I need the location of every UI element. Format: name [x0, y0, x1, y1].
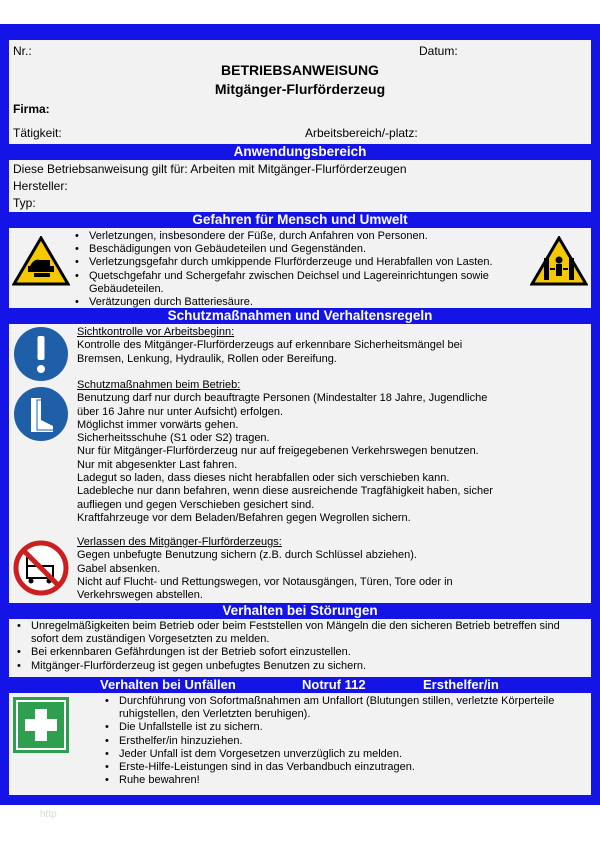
- anwendungsbereich-box: [9, 160, 591, 212]
- text-line: Kontrolle des Mitgänger-Flurförderzeugs auf erkennbare Sicherheitsmängel bei: [77, 339, 463, 352]
- no-unauthorized-use-prohibition-icon: [13, 540, 69, 596]
- text-line: Nicht auf Flucht- und Rettungswegen, vor Notausgängen, Türen, Tore oder in: [77, 575, 453, 588]
- list-item: • Bei erkennbaren Gefährdungen ist der Betrieb sofort einzustellen.: [17, 646, 587, 659]
- text-line: Gegen unbefugte Benutzung sichern (z.B. durch Schlüssel abziehen).: [77, 549, 417, 562]
- typ-label: Typ:: [13, 196, 36, 210]
- text-line: Kraftfahrzeuge vor dem Beladen/Befahren gegen Wegrollen sichern.: [77, 511, 411, 524]
- text-line: Verkehrswegen abstellen.: [77, 589, 203, 602]
- schutzmassnahmen-header: Schutzmaßnahmen und Verhaltensregeln: [9, 308, 591, 324]
- list-item: • Ersthelfer/in hinzuziehen.: [105, 735, 585, 748]
- section-title: Sichtkontrolle vor Arbeitsbeginn:: [77, 326, 235, 338]
- sheet-inner: [9, 40, 591, 795]
- list-item: • Verletzungsgefahr durch umkippende Flurförderzeuge und Herabfallen von Lasten.: [75, 256, 515, 269]
- hand-crush-warning-icon: [12, 236, 70, 286]
- document-subtitle: Mitgänger-Flurförderzeug: [214, 81, 386, 97]
- list-item: • Jeder Unfall ist dem Vorgesetzen unverzüglich zu melden.: [105, 748, 585, 761]
- ersthelfer-label: Ersthelfer/in: [423, 677, 499, 692]
- section-title: Schutzmaßnahmen beim Betrieb:: [77, 379, 241, 391]
- gefahren-list: [75, 230, 515, 309]
- stoerungen-header: Verhalten bei Störungen: [9, 603, 591, 619]
- text-line: über 16 Jahre nur unter Aufsicht) erfolgen.: [77, 405, 284, 418]
- crush-hazard-warning-icon: [530, 236, 588, 286]
- unfaelle-box: [9, 693, 591, 795]
- stoerungen-list: [17, 620, 587, 673]
- list-item: • Unregelmäßigkeiten beim Betrieb oder beim Feststellen von Mängeln die den sicheren Betrieb betreffen sind sofort dem zuständigen Vorgesetzten zu melden.: [17, 620, 587, 646]
- schutzmassnahmen-box: [9, 324, 591, 603]
- unfaelle-header: [9, 677, 591, 693]
- safety-boots-mandatory-icon: [13, 386, 69, 442]
- notruf-label: Notruf 112: [302, 677, 366, 692]
- list-item: • Durchführung von Sofortmaßnahmen am Unfallort (Blutungen stillen, verletzte Körperteile ruhigstellen, den Verletzten beruhigen).: [105, 695, 585, 721]
- text-line: Ladebleche nur dann befahren, wenn diese ausreichende Tragfähigkeit haben, sicher: [77, 485, 493, 498]
- taetigkeit-label: Tätigkeit:: [13, 126, 62, 140]
- text-line: Sicherheitsschuhe (S1 oder S2) tragen.: [77, 432, 270, 445]
- text-line: Ladegut so laden, dass dieses nicht herabfallen oder sich verschieben kann.: [77, 472, 450, 485]
- document-title: BETRIEBSANWEISUNG: [221, 62, 379, 78]
- operating-instruction-sheet: [0, 24, 600, 805]
- datum-label: Datum:: [419, 44, 458, 58]
- watermark-text: http: [40, 809, 57, 820]
- unfaelle-list: [105, 695, 585, 787]
- anwendungsbereich-header: Anwendungsbereich: [9, 144, 591, 160]
- unfaelle-title: Verhalten bei Unfällen: [100, 677, 236, 692]
- list-item: • Verätzungen durch Batteriesäure.: [75, 296, 515, 309]
- betrieb-section: [77, 379, 493, 525]
- text-line: aufliegen und gegen Verschieben gesichert sind.: [77, 498, 315, 511]
- gefahren-box: [9, 228, 591, 308]
- hersteller-label: Hersteller:: [13, 179, 68, 193]
- arbeitsbereich-label: Arbeitsbereich/-platz:: [305, 126, 418, 140]
- verlassen-section: [77, 536, 453, 602]
- text-line: Benutzung darf nur durch beauftragte Personen (Mindestalter 18 Jahre, Jugendliche: [77, 392, 488, 405]
- exclamation-mandatory-icon: [13, 326, 69, 382]
- gefahren-header: Gefahren für Mensch und Umwelt: [9, 212, 591, 228]
- list-item: • Mitgänger-Flurförderzeug ist gegen unbefugtes Benutzen zu sichern.: [17, 660, 587, 673]
- text-line: Bremsen, Lenkung, Hydraulik, Rollen oder Bereifung.: [77, 352, 337, 365]
- list-item: • Ruhe bewahren!: [105, 774, 585, 787]
- list-item: • Erste-Hilfe-Leistungen sind in das Verbandbuch einzutragen.: [105, 761, 585, 774]
- first-aid-icon: [13, 697, 69, 753]
- header-box: [9, 40, 591, 144]
- firma-label: Firma:: [13, 102, 50, 116]
- stoerungen-box: [9, 619, 591, 677]
- text-line: Möglichst immer vorwärts gehen.: [77, 418, 239, 431]
- sichtkontrolle-section: [77, 326, 462, 366]
- text-line: Gabel absenken.: [77, 562, 161, 575]
- text-line: Nur für Mitgänger-Flurförderzeug nur auf freigegebenen Verkehrswegen benutzen.: [77, 445, 479, 458]
- list-item: • Beschädigungen von Gebäudeteilen und Gegenständen.: [75, 243, 515, 256]
- list-item: • Quetschgefahr und Schergefahr zwischen Deichsel und Lagereinrichtungen sowie Gebäudeteilen.: [75, 270, 515, 296]
- list-item: • Die Unfallstelle ist zu sichern.: [105, 721, 585, 734]
- scope-line: Diese Betriebsanweisung gilt für: Arbeiten mit Mitgänger-Flurförderzeugen: [13, 162, 407, 176]
- nr-label: Nr.:: [13, 44, 32, 58]
- section-title: Verlassen des Mitgänger-Flurförderzeugs:: [77, 536, 282, 548]
- list-item: • Verletzungen, insbesondere der Füße, durch Anfahren von Personen.: [75, 230, 515, 243]
- text-line: Nur mit abgesenkter Last fahren.: [77, 458, 238, 471]
